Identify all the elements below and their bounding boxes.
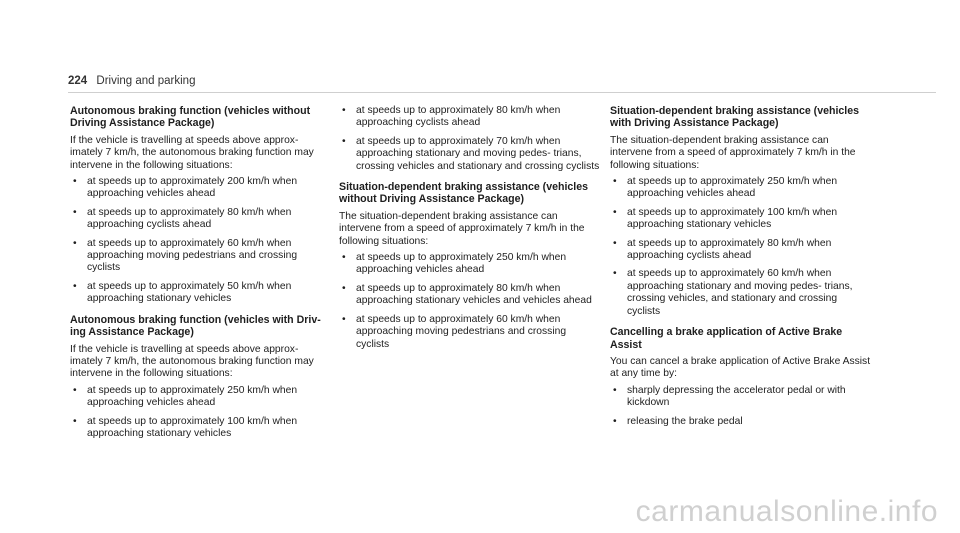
list-item-text: sharply depressing the accelerator pedal or with kickdown <box>627 384 846 409</box>
list-item <box>339 105 601 130</box>
column-2 <box>339 105 601 359</box>
list-item-text: at speeds up to approximately 60 km/h when approaching moving pedestrians and crossing cyclists <box>356 313 567 350</box>
list-item <box>70 281 332 306</box>
bullet-icon: • <box>342 135 346 147</box>
section-cancel-brake-application <box>610 326 872 428</box>
section-heading: Situation-dependent braking assistance (vehicles with Driving Assistance Package) <box>610 105 860 130</box>
bullet-icon: • <box>73 237 77 249</box>
list-item <box>610 238 872 263</box>
list-item <box>70 238 332 275</box>
bullet-icon: • <box>613 415 617 427</box>
list-item-text: at speeds up to approximately 60 km/h when approaching moving pedestrians and crossing cyclists <box>87 237 298 274</box>
bullet-icon: • <box>73 206 77 218</box>
page-number: 224 <box>68 75 88 87</box>
section-heading: Autonomous braking function (vehicles with Driv- ing Assistance Package) <box>70 313 321 339</box>
situation-list <box>610 176 872 318</box>
bullet-icon: • <box>342 282 346 294</box>
list-item <box>70 385 332 410</box>
list-item <box>610 176 872 201</box>
bullet-icon: • <box>73 176 77 188</box>
bullet-icon: • <box>613 206 617 218</box>
list-item <box>70 416 332 441</box>
list-item-text: at speeds up to approximately 80 km/h when approaching cyclists ahead <box>87 206 292 231</box>
bullet-icon: • <box>73 415 77 427</box>
section-intro: The situation-dependent braking assistance can intervene from a speed of approximately 7 km/h in the following situations: <box>610 134 856 171</box>
list-item <box>339 252 601 277</box>
list-item <box>610 385 872 410</box>
list-item <box>610 207 872 232</box>
bullet-icon: • <box>613 237 617 249</box>
header-divider <box>68 92 936 93</box>
list-item-text: at speeds up to approximately 250 km/h when approaching vehicles ahead <box>356 252 567 276</box>
situation-list <box>339 252 601 351</box>
bullet-icon: • <box>73 280 77 292</box>
list-item-text: at speeds up to approximately 70 km/h when approaching stationary and moving pedes- trians, crossing vehicles and stationary and crossing cyclists <box>356 135 600 172</box>
list-item <box>339 283 601 308</box>
list-item <box>70 176 332 201</box>
section-intro: The situation-dependent braking assistance can intervene from a speed of approximately 7 km/h in the following situations: <box>339 210 585 247</box>
list-item-text: at speeds up to approximately 50 km/h when approaching stationary vehicles <box>87 280 292 305</box>
chapter-title: Driving and parking <box>96 75 196 87</box>
page-header <box>68 75 195 87</box>
list-item-text: at speeds up to approximately 60 km/h when approaching stationary and moving pedes- trians, crossing vehicles, and stationary and crossing cyclists <box>627 268 853 317</box>
bullet-icon: • <box>342 105 346 116</box>
list-item-text: at speeds up to approximately 200 km/h when approaching vehicles ahead <box>87 176 298 200</box>
list-item-text: at speeds up to approximately 80 km/h when approaching stationary vehicles and vehicles ahead <box>356 282 592 307</box>
list-item <box>339 314 601 351</box>
situation-list <box>70 176 332 306</box>
list-item <box>70 207 332 232</box>
section-heading: Situation-dependent braking assistance (vehicles without Driving Assistance Package) <box>339 181 589 206</box>
section-heading: Cancelling a brake application of Active Brake Assist <box>610 326 843 351</box>
bullet-icon: • <box>342 313 346 325</box>
list-item <box>610 268 872 318</box>
action-list <box>610 385 872 428</box>
section-situation-braking-with-dap <box>610 105 872 318</box>
bullet-icon: • <box>613 268 617 280</box>
list-item-text: at speeds up to approximately 250 km/h when approaching vehicles ahead <box>87 384 298 409</box>
bullet-icon: • <box>613 384 617 396</box>
list-item-text: at speeds up to approximately 80 km/h when approaching cyclists ahead <box>356 105 561 129</box>
list-item <box>610 416 872 428</box>
section-intro: You can cancel a brake application of Active Brake Assist at any time by: <box>610 355 871 380</box>
section-intro: If the vehicle is travelling at speeds above approx- imately 7 km/h, the autonomous braking function may intervene in the following situations: <box>70 343 314 380</box>
list-item-text: releasing the brake pedal <box>627 415 743 427</box>
situation-list-continued <box>339 105 601 173</box>
column-1 <box>70 105 332 448</box>
watermark: carmanualsonline.info <box>635 495 938 528</box>
bullet-icon: • <box>73 384 77 396</box>
section-heading: Autonomous braking function (vehicles without Driving Assistance Package) <box>70 105 311 130</box>
bullet-icon: • <box>342 252 346 264</box>
situation-list <box>70 385 332 441</box>
list-item-text: at speeds up to approximately 100 km/h when approaching stationary vehicles <box>87 415 298 439</box>
column-3 <box>610 105 872 436</box>
section-autonomous-braking-with-dap <box>70 314 332 441</box>
section-autonomous-braking-without-dap <box>70 105 332 306</box>
list-item-text: at speeds up to approximately 100 km/h when approaching stationary vehicles <box>627 206 838 231</box>
list-item <box>339 136 601 173</box>
list-item-text: at speeds up to approximately 80 km/h when approaching cyclists ahead <box>627 237 832 262</box>
list-item-text: at speeds up to approximately 250 km/h when approaching vehicles ahead <box>627 176 838 200</box>
bullet-icon: • <box>613 176 617 188</box>
section-intro: If the vehicle is travelling at speeds above approx- imately 7 km/h, the autonomous braking function may intervene in the following situations: <box>70 134 314 171</box>
section-situation-braking-without-dap <box>339 181 601 351</box>
